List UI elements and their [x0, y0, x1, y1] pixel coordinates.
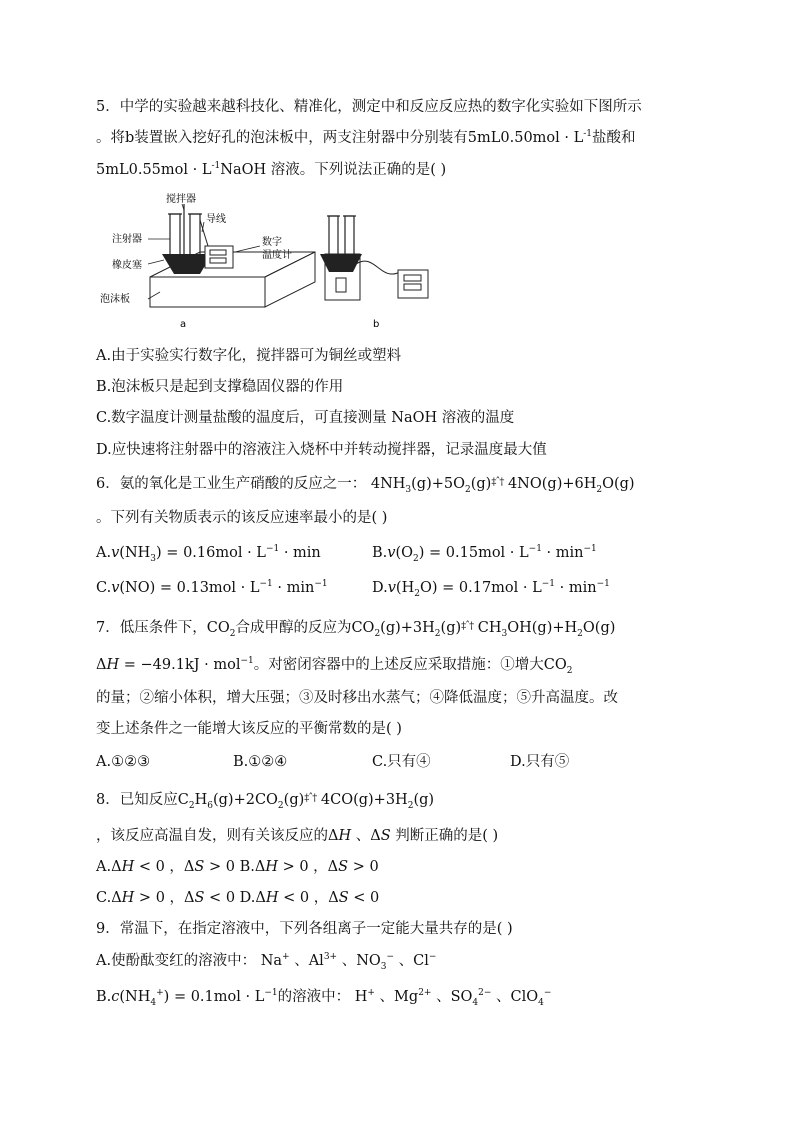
- q6-d-val: = 0.17mol · L: [437, 580, 542, 596]
- syringes-b: [327, 216, 356, 256]
- q8-stem-pre: 8．已知反应: [96, 792, 178, 808]
- q6-b-val: = 0.15mol · L: [424, 545, 529, 561]
- q9-option-b: $B.c(NH_4^+) = 0.1mol \cdot L^{-1}$的溶液中： H+ 、$Mg^{2+}$ 、$SO_4^{2-}$ 、ClO$_4$−: [96, 988, 552, 1008]
- q6-option-b: $B.v(O_2) = 0.15mol \cdot L^{-1} \cdot \min^{-1}$: [372, 544, 597, 564]
- q7-option-b: B.①②④: [233, 754, 288, 770]
- syringes-a: [168, 204, 202, 256]
- q6-c-val: = 0.13mol · L: [155, 580, 260, 596]
- q8-stem-line1: 8．已知反应$C_2H_6(g)+2CO_2(g)^{\ddagger ˆ\dagger}$ $4CO(g)+3H_2(g)$: [96, 792, 435, 811]
- q6-c-tail: · min: [272, 580, 315, 596]
- q9-option-a: A.使酚酞变红的溶液中： Na+ 、$Al^{3+}$ 、$NO_3^-$ 、Cl−: [96, 952, 437, 972]
- q5-stem-line2: [96, 128, 636, 148]
- q5-line3-post: NaOH 溶液。下列说法正确的是( ): [220, 162, 447, 178]
- q9-b-mid: = 0.1mol · L: [169, 989, 265, 1005]
- q8-options-ab: A.ΔH < 0 ，ΔS > 0 B.ΔH > 0 ，ΔS > 0: [96, 859, 379, 875]
- label-thermo-1: 数字: [262, 237, 282, 248]
- q6-b-tail: · min: [541, 545, 584, 561]
- q5-stem-line3: [96, 160, 446, 180]
- q5-apparatus-figure: [100, 192, 450, 332]
- q7-stem-line2: ΔH = −49.1kJ · mol$^{-1}$。对密闭容器中的上述反应采取措施：①增大$CO_2$: [96, 656, 573, 676]
- q8-d-label: D.: [239, 890, 256, 906]
- label-syringe: 注射器: [112, 234, 142, 245]
- q6-stem-line1: [96, 473, 635, 494]
- q6-d-tail: · min: [555, 580, 597, 596]
- q7-option-d: D.只有⑤: [510, 754, 570, 770]
- q6-stem-text: 6．氨的氧化是工业生产硝酸的反应之一：: [96, 476, 367, 492]
- q8-options-cd: C.ΔH > 0 ，ΔS < 0 D.ΔH < 0 ，ΔS < 0: [96, 890, 380, 906]
- q5-option-b: B.泡沫板只是起到支撑稳固仪器的作用: [96, 379, 344, 395]
- q6-c-label: C.: [96, 580, 112, 596]
- q5-line2-text: 。将b装置嵌入挖好孔的泡沫板中，两支注射器中分别装有5mL0.50mol · L: [96, 130, 584, 146]
- q6-a-val: = 0.16mol · L: [161, 545, 266, 561]
- q5-line3-sup: -1: [211, 161, 221, 172]
- q7-option-c: C.只有④: [372, 754, 431, 770]
- q7-dh-tail: 。对密闭容器中的上述反应采取措施：①增大CO: [253, 657, 567, 673]
- q6-a-label: A.: [96, 545, 112, 561]
- q9-stem: 9．常温下，在指定溶液中，下列各组离子一定能大量共存的是( ): [96, 921, 513, 937]
- q6-d-label: D.: [372, 580, 388, 596]
- caption-a: a: [180, 319, 187, 330]
- q5-option-d: D.应快速将注射器中的溶液注入烧杯中并转动搅拌器，记录温度最大值: [96, 442, 547, 458]
- q7-stem-pre: 7．低压条件下，CO: [96, 620, 230, 636]
- q7-option-a: A.①②③: [96, 754, 151, 770]
- q5-line2-sup: -1: [583, 129, 593, 140]
- q6-a-tail: · min: [279, 545, 321, 561]
- q7-stem-line1: 7．低压条件下，$CO_2$合成甲醇的反应为$CO_2(g)+3H_2(g)^{\ddagger ˆ\dagger}$ $CH_3OH(g)+H_2O(g)$: [96, 620, 616, 639]
- q9-a-pre: A.使酚酞变红的溶液中：: [96, 953, 257, 969]
- q7-stem-mid: 合成甲醇的反应为: [235, 620, 352, 636]
- q6-option-a: $A.v(NH_3) = 0.16mol \cdot L^{-1} \cdot \min$: [96, 544, 321, 564]
- q5-option-c: C.数字温度计测量盐酸的温度后，可直接测量 NaOH 溶液的温度: [96, 410, 515, 426]
- caption-b: b: [373, 319, 380, 330]
- q5-stem-line1: 5．中学的实验越来越科技化、精准化，测定中和反应反应热的数字化实验如下图所示: [96, 99, 642, 115]
- q8-stem2-tail: 判断正确的是( ): [395, 828, 499, 844]
- q9-b-mid2: 的溶液中：: [277, 989, 351, 1005]
- label-stirrer: 搅拌器: [166, 194, 196, 205]
- q7-stem-line3: 的量；②缩小体积，增大压强；③及时移出水蒸气；④降低温度；⑤升高温度。改: [96, 690, 618, 706]
- label-wire: 导线: [206, 214, 226, 225]
- q8-b-label: B.: [239, 859, 255, 875]
- q6-option-c: $C.v(NO) = 0.13mol \cdot L^{-1} \cdot \min^{-1}$: [96, 579, 328, 596]
- q5-option-a: A.由于实验实行数字化，搅拌器可为铜丝或塑料: [96, 348, 402, 364]
- label-thermo-2: 温度计: [262, 250, 292, 261]
- q5-line3-text: 5mL0.55mol · L: [96, 162, 212, 178]
- q5-line2-post: 盐酸和: [592, 130, 636, 146]
- q6-option-d: $D.v(H_2O) = 0.17mol \cdot L^{-1} \cdot \min^{-1}$: [372, 579, 610, 599]
- digital-thermometer-a: [200, 220, 233, 268]
- q7-dh: = −49.1kJ · mol: [119, 657, 241, 673]
- q9-b-pre: B.: [96, 989, 112, 1005]
- label-foam: 泡沫板: [100, 294, 130, 305]
- q6-b-label: B.: [372, 545, 388, 561]
- q8-c-label: C.: [96, 890, 112, 906]
- q8-a-label: A.: [96, 859, 112, 875]
- label-stopper: 橡皮塞: [112, 260, 142, 271]
- q6-equation: $4NH_3(g)+5O_2(g)^{\ddagger ˆ\dagger}$ $4NO(g)+6H_2O(g)$: [370, 476, 635, 495]
- q6-stem-line2: 。下列有关物质表示的该反应速率最小的是( ): [96, 510, 388, 526]
- digital-thermometer-b: [398, 270, 428, 298]
- q8-stem-line2: ，该反应高温自发，则有关该反应的ΔH 、ΔS 判断正确的是( ): [96, 828, 499, 844]
- q8-stem2: ，该反应高温自发，则有关该反应的: [96, 828, 328, 844]
- q7-stem-line4: 变上述条件之一能增大该反应的平衡常数的是( ): [96, 721, 402, 737]
